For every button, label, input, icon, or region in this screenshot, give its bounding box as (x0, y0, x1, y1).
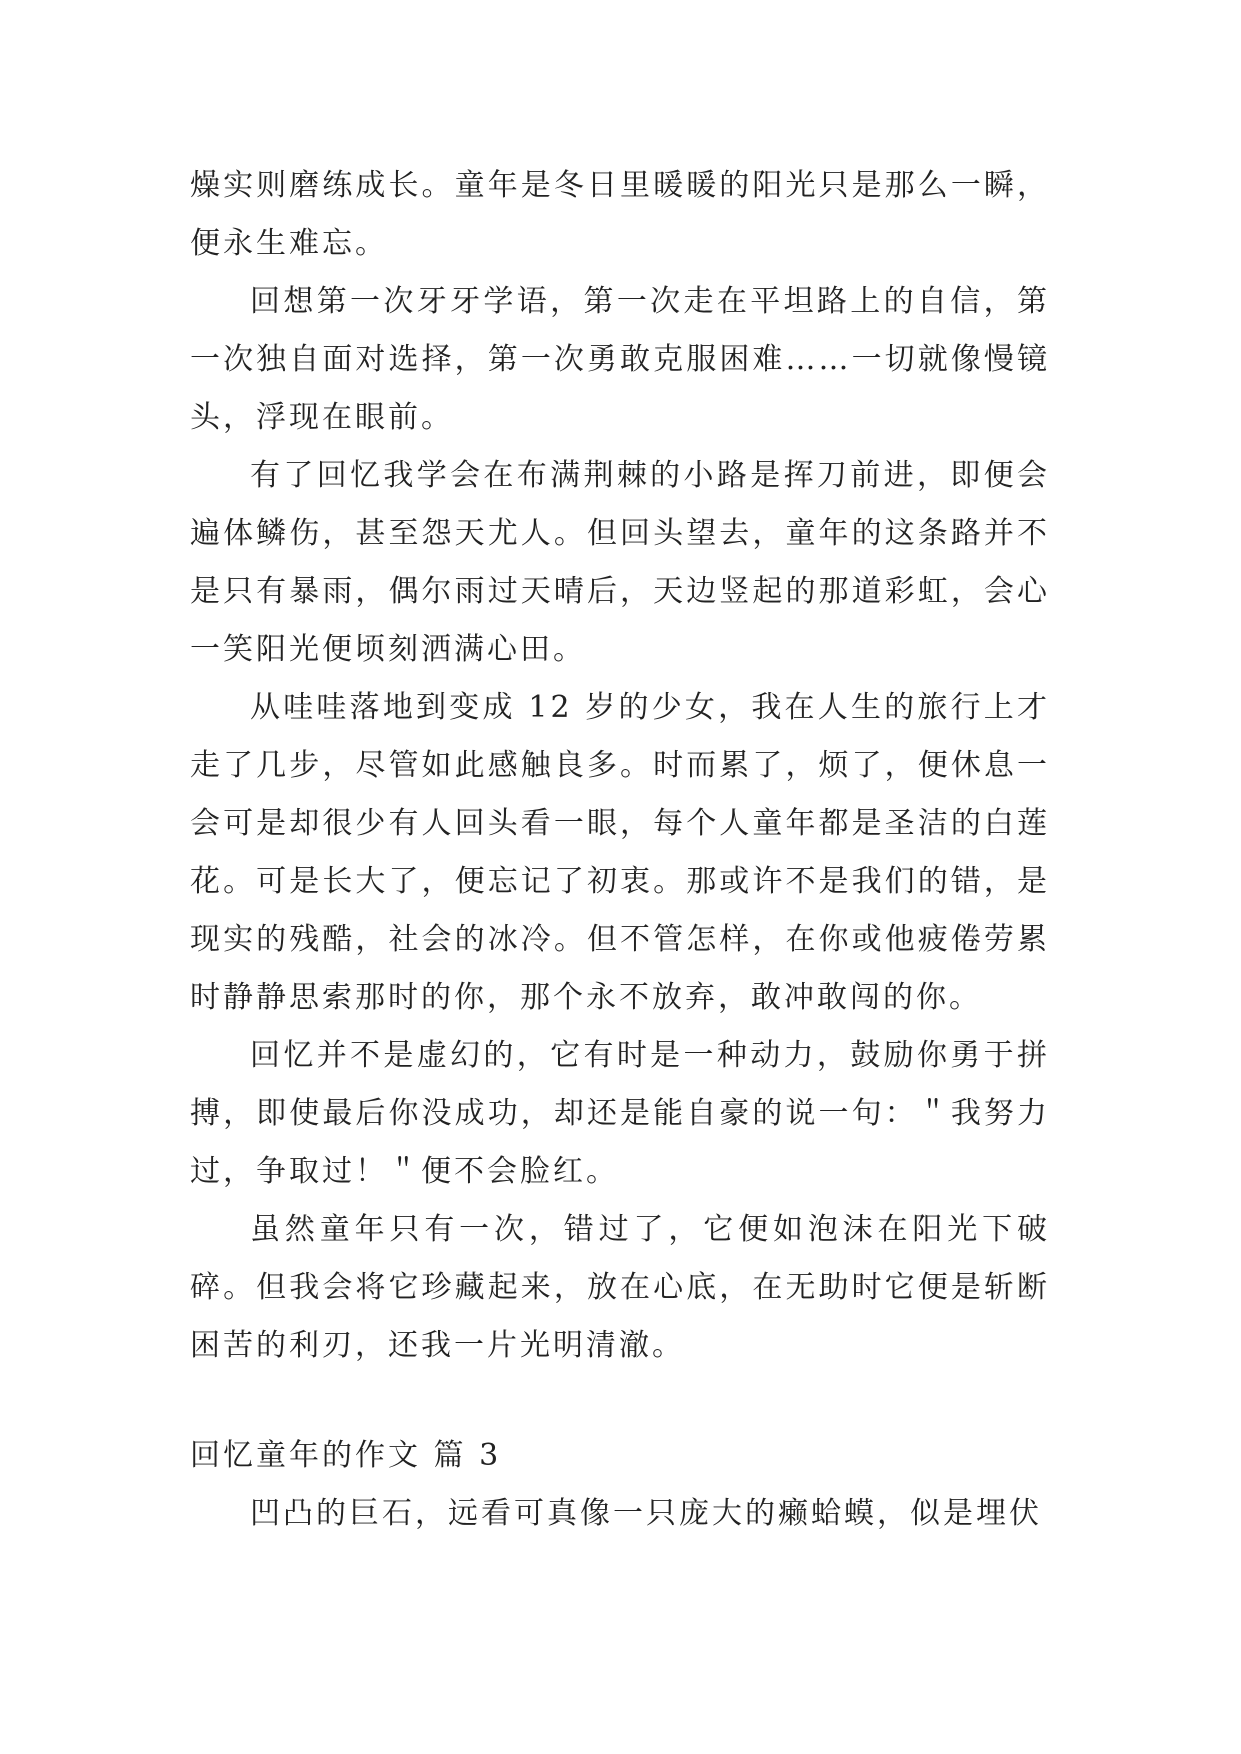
document-body (190, 157, 1050, 1543)
paragraph: 虽然童年只有一次，错过了，它便如泡沫在阳光下破碎。但我会将它珍藏起来，放在心底，在无助时它便是斩断困苦的利刃，还我一片光明清澈。 (190, 1212, 1050, 1363)
paragraph: 回想第一次牙牙学语，第一次走在平坦路上的自信，第一次独自面对选择，第一次勇敢克服困难……一切就像慢镜头，浮现在眼前。 (190, 284, 1050, 435)
section-heading: 回忆童年的作文 篇 3 (190, 1438, 502, 1473)
paragraph-continuation: 燥实则磨练成长。童年是冬日里暖暖的阳光只是那么一瞬，便永生难忘。 (190, 168, 1050, 261)
paragraph: 回忆并不是虚幻的，它有时是一种动力，鼓励你勇于拼搏，即使最后你没成功，却还是能自豪的说一句：＂我努力过，争取过！＂便不会脸红。 (190, 1038, 1050, 1189)
paragraph: 有了回忆我学会在布满荆棘的小路是挥刀前进，即便会遍体鳞伤，甚至怨天尤人。但回头望去，童年的这条路并不是只有暴雨，偶尔雨过天晴后，天边竖起的那道彩虹，会心一笑阳光便顷刻洒满心田。 (190, 458, 1050, 667)
paragraph: 凹凸的巨石，远看可真像一只庞大的癞蛤蟆，似是埋伏 (250, 1496, 1042, 1531)
paragraph: 从哇哇落地到变成 12 岁的少女，我在人生的旅行上才走了几步，尽管如此感触良多。时而累了，烦了，便休息一会可是却很少有人回头看一眼，每个人童年都是圣洁的白莲花。可是长大了，便忘记了初衷。那或许不是我们的错，是现实的残酷，社会的冰冷。但不管怎样，在你或他疲倦劳累时静静思索那时的你，那个永不放弃，敢冲敢闯的你。 (190, 690, 1050, 1015)
